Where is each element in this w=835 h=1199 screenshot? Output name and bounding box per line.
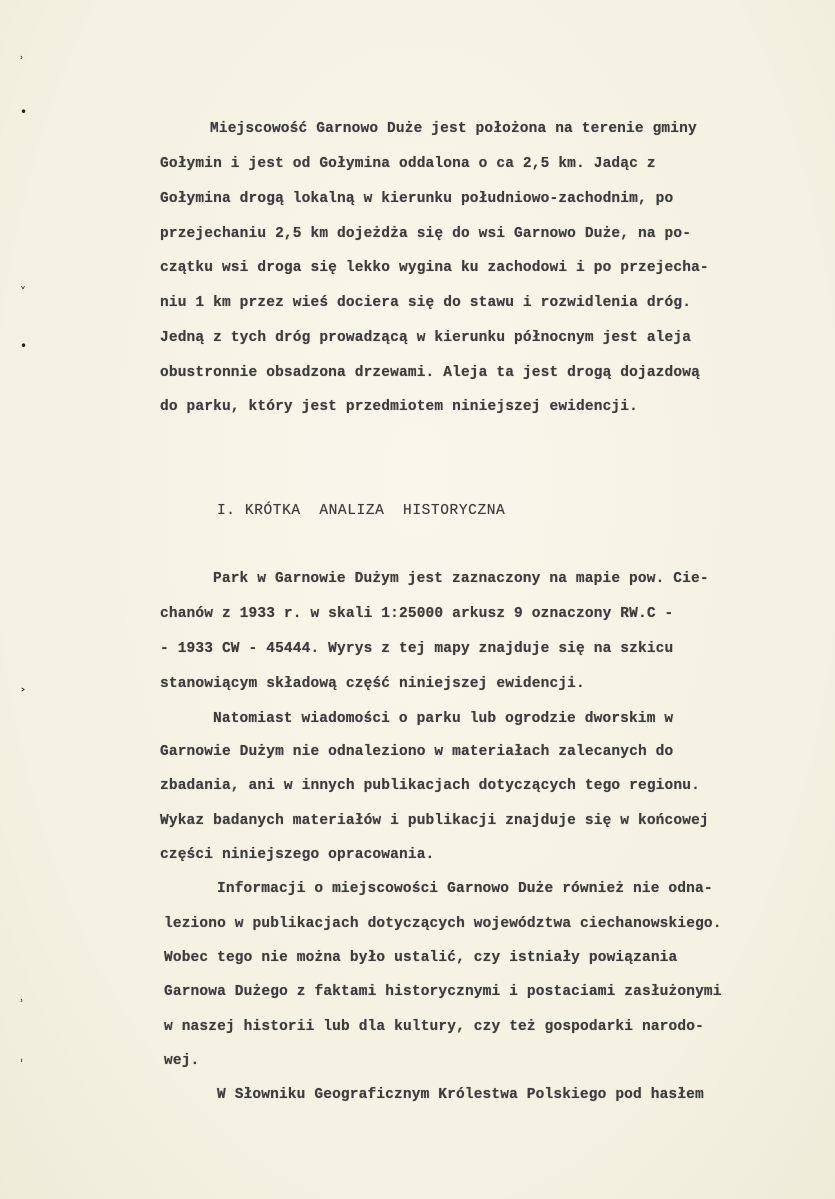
- intro-line: przejechaniu 2,5 km dojeżdża się do wsi Garnowo Duże, na po-: [160, 226, 692, 242]
- paragraph-line: Park w Garnowie Dużym jest zaznaczony na mapie pow. Cie-: [213, 571, 709, 587]
- margin-mark: ˌ: [20, 1049, 24, 1063]
- paragraph-line: wej.: [164, 1053, 200, 1069]
- intro-line: Gołymina drogą lokalną w kierunku południowo-zachodnim, po: [160, 191, 674, 207]
- margin-mark: •: [20, 339, 28, 353]
- paragraph-line: leziono w publikacjach dotyczących województwa ciechanowskiego.: [164, 916, 722, 932]
- intro-line: obustronnie obsadzona drzewami. Aleja ta jest drogą dojazdową: [160, 365, 700, 381]
- paragraph-line: - 1933 CW - 45444. Wyrys z tej mapy znajduje się na szkicu: [160, 641, 674, 657]
- paragraph-line: części niniejszego opracowania.: [160, 847, 435, 863]
- paragraph-line: stanowiącym składową część niniejszej ewidencji.: [160, 676, 585, 692]
- paragraph-line: Informacji o miejscowości Garnowo Duże również nie odna-: [217, 881, 713, 897]
- paragraph-line: Wobec tego nie można było ustalić, czy istniały powiązania: [164, 950, 678, 966]
- intro-line: Miejscowość Garnowo Duże jest położona na terenie gminy: [210, 121, 697, 137]
- intro-line: niu 1 km przez wieś dociera się do stawu i rozwidlenia dróg.: [160, 295, 692, 311]
- intro-line: do parku, który jest przedmiotem niniejszej ewidencji.: [160, 399, 638, 415]
- section-heading: I. KRÓTKA ANALIZA HISTORYCZNA: [217, 503, 506, 519]
- paragraph-line: Garnowa Dużego z faktami historycznymi i postaciami zasłużonymi: [164, 984, 722, 1000]
- paragraph-line: zbadania, ani w innych publikacjach dotyczących tego regionu.: [160, 778, 700, 794]
- margin-mark: ˒: [20, 51, 24, 65]
- margin-mark: ˅: [20, 285, 26, 299]
- paragraph-line: w naszej historii lub dla kultury, czy też gospodarki narodo-: [164, 1019, 704, 1035]
- paragraph-line: W Słowniku Geograficznym Królestwa Polskiego pod hasłem: [217, 1087, 704, 1103]
- margin-mark: ˒: [20, 994, 24, 1008]
- paragraph-line: Natomiast wiadomości o parku lub ogrodzie dworskim w: [213, 711, 674, 727]
- margin-mark: ˃: [20, 687, 26, 701]
- paragraph-line: chanów z 1933 r. w skali 1:25000 arkusz 9 oznaczony RW.C -: [160, 606, 674, 622]
- intro-line: Gołymin i jest od Gołymina oddalona o ca 2,5 km. Jadąc z: [160, 156, 656, 172]
- paragraph-line: Wykaz badanych materiałów i publikacji znajduje się w końcowej: [160, 813, 709, 829]
- intro-line: Jedną z tych dróg prowadzącą w kierunku północnym jest aleja: [160, 330, 692, 346]
- margin-mark: •: [20, 105, 28, 119]
- paragraph-line: Garnowie Dużym nie odnaleziono w materiałach zalecanych do: [160, 744, 674, 760]
- intro-line: czątku wsi droga się lekko wygina ku zachodowi i po przejecha-: [160, 260, 709, 276]
